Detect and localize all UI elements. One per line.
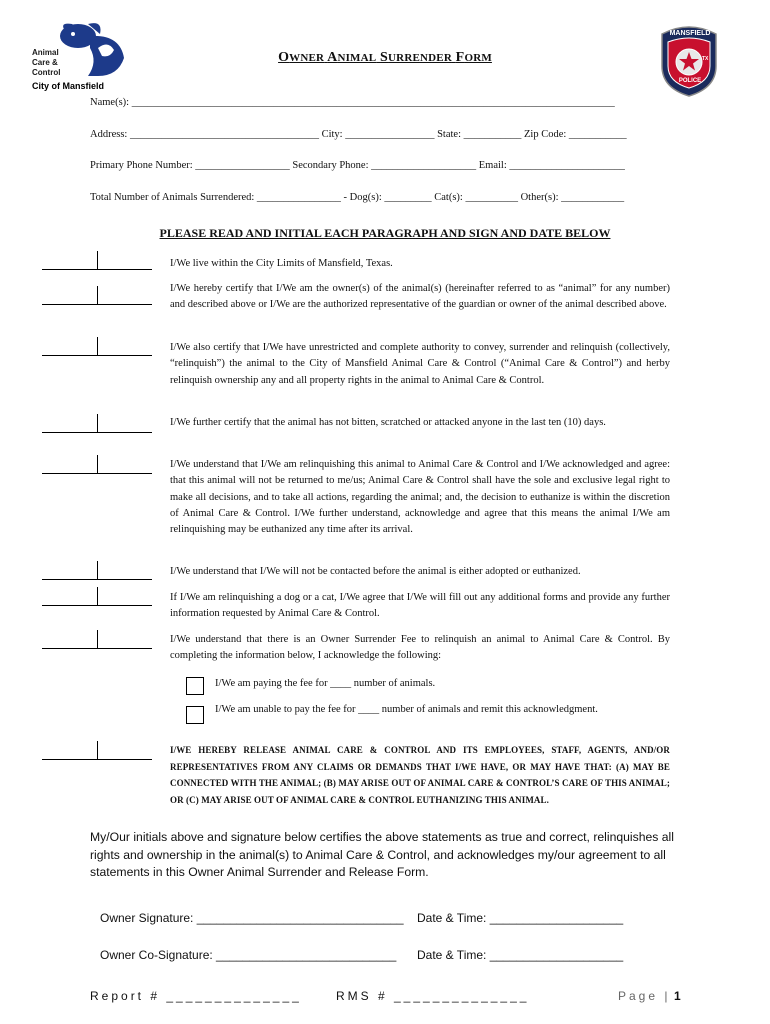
badge-bottom-text: POLICE — [678, 78, 702, 84]
title-part: ORM — [464, 52, 492, 64]
initial-box-4[interactable] — [42, 414, 152, 433]
release-statement: I/WE HEREBY RELEASE ANIMAL CARE & CONTROL AND ITS EMPLOYEES, STAFF, AGENTS, AND/OR REPRESENTATIVES FROM ANY CLAIMS OR DEMANDS THAT I/WE HAVE, OR MAY HAVE THAT: (A) MAY BE CONNECTED WITH THE ANIMAL; (B) MAY ARISE OUT OF ANIMAL CARE & CONTROL’S CARE OF THIS ANIMAL; OR (C) MAY ARISE OUT OF ANIMAL CARE & CONTROL EUTHANIZING THIS ANIMAL. — [170, 745, 670, 805]
badge-top-text: MANSFIELD — [669, 30, 711, 37]
unable-pay-checkbox[interactable] — [186, 706, 204, 724]
paragraph-1: I/We live within the City Limits of Mansfield, Texas. — [170, 258, 393, 269]
address-field[interactable]: Address: ____________________________________ City: _________________ State: ___________ Zip Code: ___________ — [90, 129, 627, 140]
names-field[interactable]: Name(s): ____________________________________________________________________________________________ — [90, 97, 615, 108]
initial-box-7[interactable] — [42, 587, 152, 606]
pay-fee-option: I/We am paying the fee for ____ number of animals. — [215, 678, 436, 689]
section-heading: PLEASE READ AND INITIAL EACH PARAGRAPH AND SIGN AND DATE BELOW — [159, 226, 611, 240]
initial-box-6[interactable] — [42, 561, 152, 580]
owner-signature-field[interactable]: Owner Signature: _______________________________ — [100, 911, 404, 925]
initial-box-1[interactable] — [42, 251, 152, 270]
co-owner-date-field[interactable]: Date & Time: ____________________ — [417, 948, 624, 962]
title-part: S — [380, 50, 389, 65]
title-part: NIMAL — [337, 52, 377, 64]
paragraph-8: I/We understand that there is an Owner Surrender Fee to relinquish an animal to Animal Care & Control. By completing the information below, I acknowledge the following: — [170, 634, 670, 662]
page-number: 1 — [674, 989, 681, 1003]
badge-state-text: TX — [702, 56, 709, 62]
form-title — [0, 50, 770, 66]
title-part: URRENDER — [388, 52, 452, 64]
logo-line-2: Care & — [32, 58, 58, 67]
title-part: F — [455, 50, 465, 65]
initial-box-3[interactable] — [42, 337, 152, 356]
animal-count-field[interactable]: Total Number of Animals Surrendered: ________________ - Dog(s): _________ Cat(s): __________ Other(s): ____________ — [90, 192, 625, 203]
co-owner-signature-field[interactable]: Owner Co-Signature: ___________________________ — [100, 948, 397, 962]
logo-line-1: Animal — [32, 48, 59, 57]
initial-box-8[interactable] — [42, 630, 152, 649]
phone-email-field[interactable]: Primary Phone Number: __________________ Secondary Phone: ____________________ Email: ______________________ — [90, 160, 625, 171]
logo-line-3: Control — [32, 68, 61, 77]
report-number-field[interactable]: Report # ______________ — [90, 989, 302, 1003]
paragraph-3: I/We also certify that I/We have unrestricted and complete authority to convey, surrender and relinquish (collectively, “relinquish”) the animal to the City of Mansfield Animal Care & Control (“Animal Care & Control”) and herby relinquish ownership any and all property rights in the animal to Animal Care & Control. — [170, 342, 670, 386]
paragraph-5: I/We understand that I/We am relinquishing this animal to Animal Care & Control and I/We acknowledged and agree: that this animal will not be returned to me/us; Animal Care & Control shall have the sole and exclusive legal right to make all decisions, and to take all actions, regarding the animal; and, the decision to euthanize is within the discretion of Animal Care & Control. I/We further understand, acknowledge and agree that this means the animal I/We am relinquishing may be euthanized any time after its arrival. — [170, 459, 670, 536]
initial-box-5[interactable] — [42, 455, 152, 474]
rms-number-field[interactable]: RMS # ______________ — [336, 989, 530, 1003]
initial-box-9[interactable] — [42, 741, 152, 760]
owner-date-field[interactable]: Date & Time: ____________________ — [417, 911, 624, 925]
title-part: O — [278, 50, 290, 65]
pay-fee-checkbox[interactable] — [186, 677, 204, 695]
logo-city: City of Mansfield — [32, 81, 105, 91]
title-part: A — [327, 50, 338, 65]
paragraph-2: I/We hereby certify that I/We am the owner(s) of the animal(s) (hereinafter referred to as “animal” for any number) and described above or I/We are the authorized representative of the guardian or owner of the animal described above. — [170, 283, 670, 311]
paragraph-7: If I/We am relinquishing a dog or a cat, I/We agree that I/We will fill out any additional forms and provide any further information requested by Animal Care & Control. — [170, 592, 670, 620]
paragraph-4: I/We further certify that the animal has not bitten, scratched or attacked anyone in the last ten (10) days. — [170, 417, 606, 428]
unable-pay-option: I/We am unable to pay the fee for ____ number of animals and remit this acknowledgment. — [215, 704, 598, 715]
initial-box-2[interactable] — [42, 286, 152, 305]
title-part: WNER — [289, 52, 325, 64]
certification-text: My/Our initials above and signature below certifies the above statements as true and correct, relinquishes all rights and ownership in the animal(s) to Animal Care & Control, and acknowledges my/our agreement to all statements in this Owner Animal Surrender and Release Form. — [90, 830, 674, 879]
paragraph-6: I/We understand that I/We will not be contacted before the animal is either adopted or euthanized. — [170, 566, 581, 577]
page-label: Page | — [618, 989, 671, 1003]
